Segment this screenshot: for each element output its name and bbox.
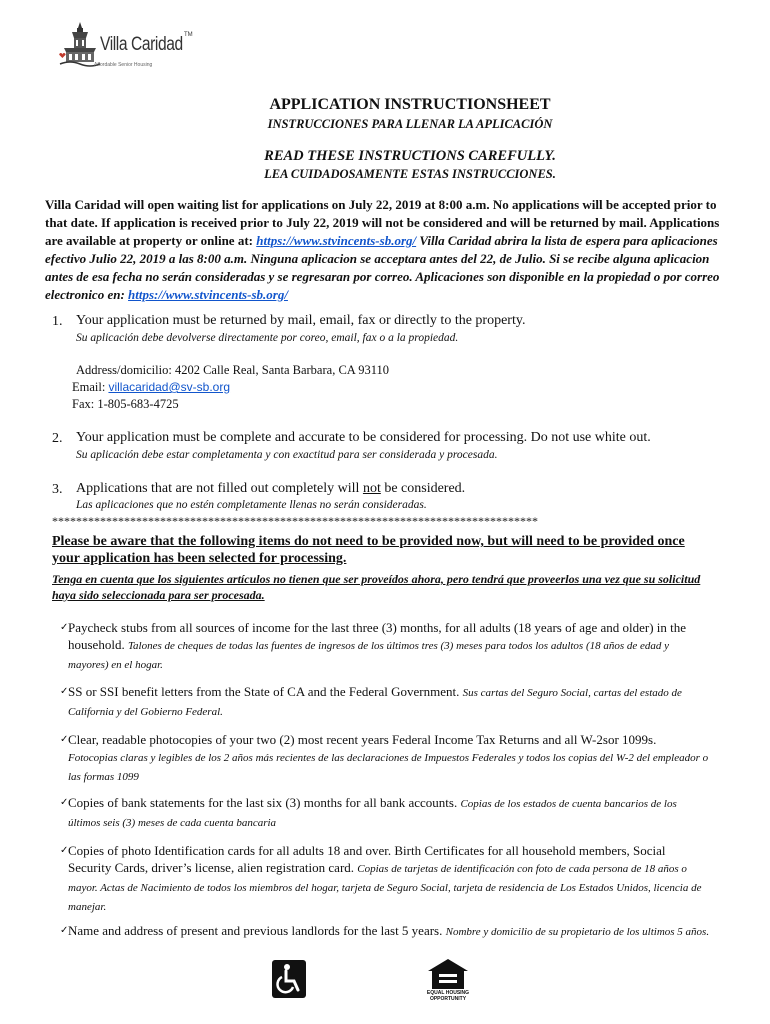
item-1-title: Your application must be returned by mail, email, fax or directly to the property. [76,313,526,328]
logo-trademark: TM [184,32,193,38]
list-item-photo-id [60,842,710,916]
list-item-bank-statements [60,794,710,832]
equal-housing-opportunity-logo [426,957,470,1003]
list-item-text: Name and address of present and previous landlords for the last 5 years. [68,923,446,938]
item-2-title: Your application must be complete and accurate to be considered for processing. Do not use white out. [76,430,651,445]
intro-paragraph [45,196,725,304]
list-item-text: Copies of bank statements for the last six (3) months for all bank accounts. [68,795,461,810]
read-carefully-heading: READ THESE INSTRUCTIONS CAREFULLY. [264,148,556,164]
list-item-text: SS or SSI benefit letters from the State of CA and the Federal Government. [68,684,463,699]
item-2-spanish: Su aplicación debe estar completamenta y con exactitud para ser considerada y procesada. [76,449,498,461]
wheelchair-accessible-icon [272,960,306,998]
item-3-title-end: be considered. [380,481,466,496]
logo-name: Villa Caridad [100,34,183,55]
villa-caridad-logo [58,20,208,76]
read-carefully-heading-spanish: LEA CUIDADOSAMENTE ESTAS INSTRUCCIONES. [264,167,556,181]
item-1-spanish: Su aplicación debe devolverse directamente por coreo, email, fax o a la propiedad. [76,332,459,344]
list-item-spanish: Copias de tarjetas de identificación con foto de cada persona de 18 años o mayor. Actas de Nacimiento de todos los miembros del hogar, tarjeta de Seguro Social, tarjeta de residencia de Los Estados Unidos, licencia de manejar. [68,863,702,913]
checkmark-icon: ✓ [60,734,69,745]
list-item-spanish: Copias de los estados de cuenta bancarios de los últimos seis (3) meses de cada cuenta bancaria [68,798,677,829]
item-number-2: 2. [52,431,63,446]
list-item-ss-letters [60,683,710,721]
notice-english: Please be aware that the following items do not need to be provided now, but will need to be provided once your application has been selected for processing. [52,534,685,566]
checkmark-icon: ✓ [60,925,69,936]
intro-spanish: Villa Caridad abrira la lista de espera para aplicaciones efectivo Julio 22, 2019 a las 8:00 a.m. Ninguna aplicacion se acceptara antes del 22, de Julio. Si se recibe alguna aplicacion antes de esa fecha no serán consideradas y se regresaran por correo. Aplicaciones son disponible en la propiedad o por correo electronico en: [45,233,720,302]
item-3-title [76,481,465,497]
website-link-1[interactable]: https://www.stvincents-sb.org/ [256,233,417,248]
page-title: APPLICATION INSTRUCTIONSHEET [269,96,551,113]
equal-housing-icon [426,957,470,991]
email-label: Email: [72,380,109,394]
list-item-tax-returns [60,731,710,786]
email-link[interactable]: villacaridad@sv-sb.org [108,380,231,394]
list-item-spanish: Sus cartas del Seguro Social, cartas del estado de California y del Gobierno Federal. [68,687,682,718]
list-item-spanish: Fotocopias claras y legibles de los 2 años más recientes de las declaraciones de Impuestos Federales y todos los copias del W-2 del empleador o las formas 1099 [68,752,709,783]
intro-english: Villa Caridad will open waiting list for applications on July 22, 2019 at 8:00 a.m. No applications will be accepted prior to that date. If application is received prior to July 22, 2019 will not be considered and will be returned by mail. Applications are available at property or online at: [45,197,720,248]
item-3-spanish: Las aplicaciones que no estén completamente llenas no serán consideradas. [76,499,427,511]
item-3-title-start: Applications that are not filled out completely will [76,481,363,496]
list-item-spanish: Nombre y domicilio de su propietario de los ultimos 5 años. [445,926,710,938]
checkmark-icon: ✓ [60,622,69,633]
fax-line: Fax: 1-805-683-4725 [72,397,179,411]
email-line [72,380,230,395]
list-item-paycheck [60,619,710,674]
list-item-landlords [60,922,710,941]
eho-line-2: OPPORTUNITY [429,996,467,1002]
item-number-1: 1. [52,314,63,329]
page-title-spanish: INSTRUCCIONES PARA LLENAR LA APLICACIÓN [267,117,553,131]
list-item-text: Copies of photo Identification cards for all adults 18 and over. Birth Certificates for all household members, Social Security Cards, driver’s license, alien registration card. [68,843,666,875]
item-3-title-not: not [362,481,381,496]
checkmark-icon: ✓ [60,797,69,808]
list-item-text: Paycheck stubs from all sources of income for the last three (3) months, for all adults (18 years of age and older) in the household. [68,620,687,652]
notice-spanish: Tenga en cuenta que los siguientes artículos no tienen que ser proveídos ahora, pero tendrá que proveerlos una vez que su solicitud haya sido seleccionada para ser procesada. [52,572,701,602]
item-number-3: 3. [52,482,63,497]
website-link-2[interactable]: https://www.stvincents-sb.org/ [128,287,288,302]
eho-line-1: EQUAL HOUSING [426,990,470,996]
list-item-text: Clear, readable photocopies of your two (2) most recent years Federal Income Tax Returns and all W-2sor 1099s. [68,732,657,747]
checkmark-icon: ✓ [60,845,69,856]
address-line: Address/domicilio: 4202 Calle Real, Santa Barbara, CA 93110 [76,363,390,377]
logo-tagline: Affordable Senior Housing [94,62,153,68]
checkmark-icon: ✓ [60,686,69,697]
list-item-spanish: Talones de cheques de todas las fuentes de ingresos de los últimos tres (3) meses para todos los adultos (18 años de edad y mayores) en el hogar. [68,640,670,671]
asterisk-divider: ********************************************************************************* [52,514,538,528]
